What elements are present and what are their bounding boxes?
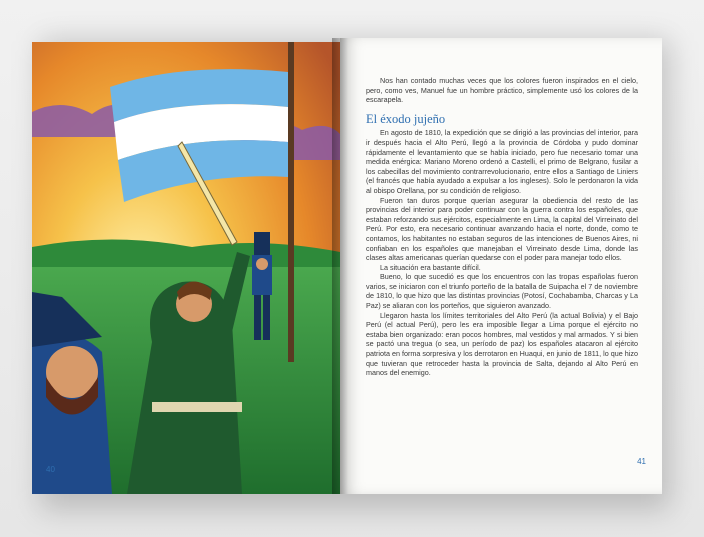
intro-paragraph: Nos han contado muchas veces que los colores fueron inspirados en el cielo, pero, como ves, Manuel fue un hombre práctico, simplemente usó los colores de la escarapela.	[366, 76, 638, 105]
paragraph-4: Bueno, lo que sucedió es que los encuentros con las tropas españolas fueron varios, se iniciaron con el triunfo porteño de la batalla de Suipacha el 7 de noviembre de 1810, lo que hizo que las distintas provincias (Potosí, Cochabamba, Charcas y La Paz) se aliaran con los porteños, que siguieron avanzado.	[366, 272, 638, 311]
open-book	[32, 30, 664, 496]
book-gutter-shadow	[332, 38, 348, 494]
section-title: El éxodo jujeño	[366, 111, 446, 126]
page-number-left: 40	[46, 465, 55, 474]
left-page-illustration	[32, 42, 340, 494]
flag-pole	[288, 42, 294, 362]
page-number-right: 41	[637, 457, 646, 466]
illustration-flag-scene	[32, 42, 340, 494]
paragraph-1: En agosto de 1810, la expedición que se dirigió a las provincias del interior, para ir después hacia el Alto Perú, llegó a la provincia de Córdoba y pudo dominar rápidamente el levantamiento que se había iniciado, pero fue necesario tomar una medida enérgica: Mariano Moreno ordenó a Castelli, el primo de Belgrano, fusilar a los cabecillas del movimiento contrarrevolucionario, entre ellos a Santiago de Liniers (el francés que había ayudado a expulsar a los ingleses). Solo le perdonaron la vida al obispo Orellana, por su condición de religioso.	[366, 128, 638, 195]
paragraph-2: Fueron tan duros porque querían asegurar la obediencia del resto de las provincias del interior para poder continuar con la guerra contra los españoles, que estaban reforzando sus ejércitos, especialmente en Lima, la capital del Virreinato del Perú. Por esto, era necesario continuar avanzando hacia el norte, donde, como te contamos, los habitantes no estaban seguros de las intenciones de Buenos Aires, ni confiaban en los españoles que manejaban el Virreinato desde Lima, donde las clases altas americanas querían quedarse con el poder para manejar todo ellos.	[366, 195, 638, 263]
right-page-text	[340, 38, 662, 494]
paragraph-5: Llegaron hasta los límites territoriales del Alto Perú (la actual Bolivia) y el Bajo Perú (el actual Perú), pero les era imposible llegar a Lima porque el ejército no estaba bien organizado: eran pocos hombres, mal vestidos y mal armados. Y si bien se pactó una tregua (o sea, un período de paz) los españoles atacaron al ejército patriota en forma sorpresiva y los derrotaron en Huaqui, en junio de 1811, lo que hizo que tuvieran que retroceder hasta la provincia de Salta, dejando al Alto Perú en manos del enemigo.	[366, 310, 638, 378]
page-text-block	[366, 76, 638, 378]
paragraph-3: La situación era bastante difícil.	[380, 262, 481, 272]
